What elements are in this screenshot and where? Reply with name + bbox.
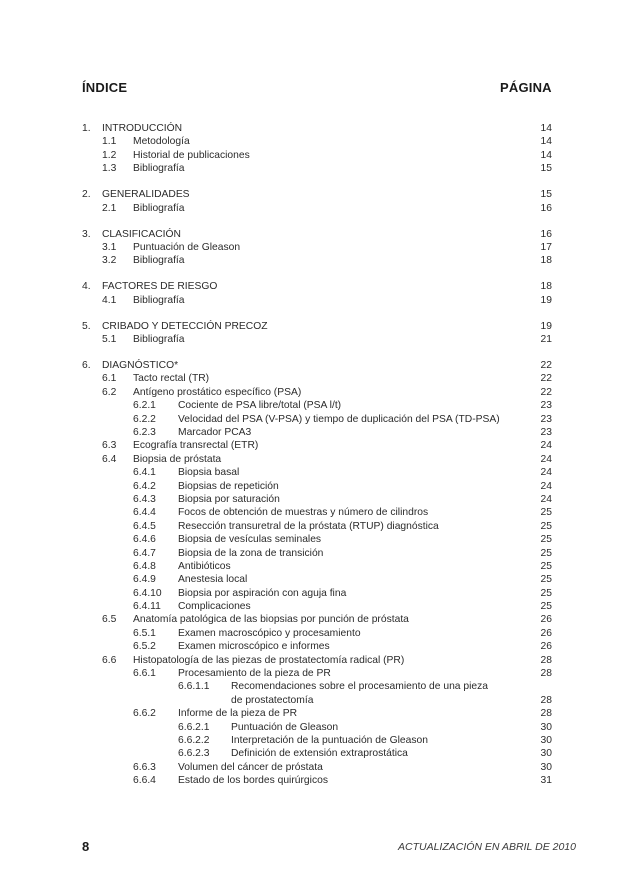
toc-entry-title: Anestesia local [178, 574, 248, 586]
toc-entry-title: Volumen del cáncer de próstata [178, 761, 323, 773]
toc-entry-number: 6.6 [102, 654, 117, 666]
toc-entry-title: Examen macroscópico y procesamiento [178, 627, 361, 639]
toc-entry-number: 6.5 [102, 614, 117, 626]
toc-entry-title: Interpretación de la puntuación de Gleason [231, 734, 428, 746]
toc-entry[interactable] [0, 426, 638, 439]
toc-entry[interactable] [0, 399, 638, 412]
toc-entry-number: 6.6.3 [133, 761, 156, 773]
toc-entry[interactable] [0, 547, 638, 560]
toc-entry[interactable] [0, 162, 638, 175]
table-of-contents [0, 122, 638, 788]
toc-entry[interactable] [0, 480, 638, 493]
toc-entry[interactable] [0, 573, 638, 586]
toc-entry[interactable] [0, 294, 638, 307]
toc-entry-page: 25 [540, 587, 552, 599]
toc-entry-title: Puntuación de Gleason [231, 721, 339, 733]
toc-entry-number: 6.6.2.3 [178, 748, 210, 760]
toc-entry-number: 6. [82, 360, 91, 372]
toc-entry-title: Biopsia por saturación [178, 493, 280, 505]
page-number: 8 [82, 839, 90, 854]
toc-entry-number: 5. [82, 320, 91, 332]
toc-entry-page: 31 [540, 775, 552, 787]
toc-entry-number: 6.3 [102, 440, 117, 452]
toc-entry[interactable] [0, 372, 638, 385]
toc-entry[interactable] [0, 640, 638, 653]
toc-entry-title: de prostatectomía [231, 694, 314, 706]
toc-entry-page: 30 [540, 721, 552, 733]
toc-entry-page: 28 [540, 668, 552, 680]
toc-entry-page: 22 [540, 386, 552, 398]
toc-entry-page: 21 [540, 334, 552, 346]
toc-entry-title: Biopsia de próstata [133, 453, 222, 465]
toc-entry-page: 16 [540, 202, 552, 214]
toc-entry[interactable] [0, 202, 638, 215]
toc-entry-page: 28 [540, 694, 552, 706]
toc-entry[interactable] [0, 613, 638, 626]
toc-entry-number: 3. [82, 228, 91, 240]
toc-entry-number: 6.2.2 [133, 413, 156, 425]
toc-entry-page: 22 [540, 373, 552, 385]
toc-entry-page: 18 [540, 281, 552, 293]
toc-entry[interactable] [0, 254, 638, 267]
toc-entry-page: 14 [540, 123, 552, 134]
toc-entry-title: Bibliografía [133, 294, 185, 306]
toc-entry-title: Biopsias de repetición [178, 480, 279, 492]
toc-entry-number: 6.6.1.1 [178, 681, 210, 693]
toc-entry-title: GENERALIDADES [102, 189, 190, 201]
toc-entry-number: 6.2.3 [133, 427, 156, 438]
toc-entry-title: Procesamiento de la pieza de PR [178, 668, 331, 680]
toc-entry[interactable] [0, 587, 638, 600]
toc-entry-page: 25 [540, 507, 552, 519]
toc-entry[interactable] [0, 466, 638, 479]
toc-entry-number: 6.4.4 [133, 507, 156, 519]
toc-entry-number: 6.2.1 [133, 400, 156, 412]
toc-entry[interactable] [0, 667, 638, 680]
toc-entry-title: Cociente de PSA libre/total (PSA l/t) [178, 400, 342, 412]
toc-entry-title: Velocidad del PSA (V-PSA) y tiempo de duplicación del PSA (TD-PSA) [178, 413, 500, 425]
toc-entry-number: 6.4.10 [133, 587, 162, 599]
toc-entry-title: Biopsia basal [178, 467, 240, 479]
toc-entry-number: 1.3 [102, 163, 117, 175]
toc-entry-title: Biopsia de vesículas seminales [178, 534, 322, 546]
toc-entry-page: 14 [540, 149, 552, 161]
toc-entry-page: 23 [540, 413, 552, 425]
toc-entry-title: Informe de la pieza de PR [178, 708, 298, 720]
toc-entry-page: 24 [540, 453, 552, 465]
toc-entry-title: Bibliografía [133, 334, 185, 346]
toc-entry-title: Anatomía patológica de las biopsias por punción de próstata [133, 614, 409, 626]
toc-entry[interactable] [0, 453, 638, 466]
toc-entry-number: 5.1 [102, 334, 117, 346]
toc-entry[interactable] [0, 439, 638, 452]
toc-entry[interactable] [0, 560, 638, 573]
toc-entry-title: INTRODUCCIÓN [102, 123, 183, 134]
toc-entry-title: DIAGNÓSTICO* [102, 360, 179, 372]
toc-entry[interactable] [0, 747, 638, 760]
toc-entry-title: CRIBADO Y DETECCIÓN PRECOZ [102, 320, 268, 332]
toc-entry-title: Antibióticos [178, 560, 231, 572]
toc-entry[interactable] [0, 627, 638, 640]
toc-entry-number: 1.2 [102, 149, 117, 161]
toc-entry-title: Marcador PCA3 [178, 427, 252, 438]
index-heading: ÍNDICE [82, 80, 128, 95]
toc-entry-number: 6.4.3 [133, 493, 156, 505]
toc-entry-page: 19 [540, 320, 552, 332]
toc-entry-title: Resección transuretral de la próstata (RTUP) diagnóstica [178, 520, 439, 532]
toc-entry[interactable] [0, 280, 638, 293]
toc-entry-title: Examen microscópico e informes [178, 641, 330, 653]
toc-entry-page: 22 [540, 360, 552, 372]
toc-entry-page: 16 [540, 228, 552, 240]
toc-entry-page: 25 [540, 560, 552, 572]
toc-entry-page: 30 [540, 761, 552, 773]
toc-entry-page: 17 [540, 241, 552, 253]
toc-entry[interactable] [0, 600, 638, 613]
footer-text: ACTUALIZACIÓN EN ABRIL DE 2010 [398, 841, 576, 853]
toc-entry-number: 6.6.2.1 [178, 721, 210, 733]
toc-entry-page: 24 [540, 440, 552, 452]
toc-entry-number: 6.4.9 [133, 574, 156, 586]
toc-entry[interactable] [0, 188, 638, 201]
toc-entry-title: Metodología [133, 136, 190, 148]
toc-entry-number: 6.4 [102, 453, 117, 465]
toc-entry-page: 26 [540, 641, 552, 653]
toc-entry-number: 4.1 [102, 294, 117, 306]
toc-entry-title: Biopsia por aspiración con aguja fina [178, 587, 347, 599]
toc-entry[interactable] [0, 386, 638, 399]
toc-entry-number: 1. [82, 123, 91, 134]
toc-entry-title: Estado de los bordes quirúrgicos [178, 775, 328, 787]
toc-entry-title: Puntuación de Gleason [133, 241, 241, 253]
page-column-heading: PÁGINA [500, 80, 552, 95]
toc-entry[interactable] [0, 122, 638, 135]
toc-entry-page: 19 [540, 294, 552, 306]
toc-entry[interactable] [0, 654, 638, 667]
toc-entry[interactable] [0, 413, 638, 426]
toc-entry-page: 18 [540, 255, 552, 267]
toc-entry-title: Tacto rectal (TR) [133, 373, 210, 385]
toc-entry-number: 3.2 [102, 255, 117, 267]
toc-entry-page: 30 [540, 748, 552, 760]
toc-entry[interactable] [0, 707, 638, 720]
toc-entry[interactable] [0, 520, 638, 533]
toc-entry-title: FACTORES DE RIESGO [102, 281, 218, 293]
toc-entry-number: 3.1 [102, 241, 117, 253]
toc-entry[interactable] [0, 680, 638, 693]
toc-entry-page: 25 [540, 601, 552, 613]
toc-entry-title: Definición de extensión extraprostática [231, 748, 408, 760]
toc-entry[interactable] [0, 149, 638, 162]
toc-entry-page: 30 [540, 734, 552, 746]
toc-entry[interactable] [0, 506, 638, 519]
toc-entry-number: 6.4.2 [133, 480, 156, 492]
toc-entry-number: 6.2 [102, 386, 117, 398]
toc-entry[interactable] [0, 228, 638, 241]
toc-entry[interactable] [0, 694, 638, 707]
toc-entry-title: CLASIFICACIÓN [102, 228, 181, 240]
toc-entry-title: Biopsia de la zona de transición [178, 547, 324, 559]
toc-entry-page: 25 [540, 574, 552, 586]
toc-entry-title: Antígeno prostático específico (PSA) [133, 386, 302, 398]
toc-entry-page: 23 [540, 427, 552, 438]
toc-entry-page: 23 [540, 400, 552, 412]
toc-entry-number: 6.5.1 [133, 627, 156, 639]
toc-entry-page: 25 [540, 520, 552, 532]
toc-entry[interactable] [0, 359, 638, 372]
toc-entry-page: 26 [540, 614, 552, 626]
toc-entry-title: Ecografía transrectal (ETR) [133, 440, 259, 452]
toc-entry[interactable] [0, 721, 638, 734]
toc-entry-number: 6.4.11 [133, 601, 161, 613]
toc-entry-page: 26 [540, 627, 552, 639]
toc-entry-number: 6.1 [102, 373, 117, 385]
toc-entry-number: 2. [82, 189, 91, 201]
toc-entry-number: 6.4.8 [133, 560, 156, 572]
toc-entry-title: Bibliografía [133, 202, 185, 214]
toc-entry[interactable] [0, 761, 638, 774]
toc-entry-title: Histopatología de las piezas de prostatectomía radical (PR) [133, 654, 405, 666]
toc-entry[interactable] [0, 320, 638, 333]
toc-entry[interactable] [0, 333, 638, 346]
toc-entry-page: 28 [540, 654, 552, 666]
toc-entry[interactable] [0, 533, 638, 546]
toc-entry-page: 24 [540, 493, 552, 505]
toc-entry-number: 6.4.1 [133, 467, 156, 479]
toc-entry-title: Bibliografía [133, 255, 185, 267]
toc-entry-number: 6.6.4 [133, 775, 156, 787]
toc-entry[interactable] [0, 135, 638, 148]
toc-entry-title: Bibliografía [133, 163, 185, 175]
toc-entry-title: Complicaciones [178, 601, 251, 613]
toc-entry[interactable] [0, 734, 638, 747]
toc-entry-number: 6.6.1 [133, 668, 156, 680]
toc-entry[interactable] [0, 493, 638, 506]
toc-entry-number: 6.6.2 [133, 708, 156, 720]
toc-entry-number: 6.6.2.2 [178, 734, 210, 746]
toc-entry-page: 15 [540, 189, 552, 201]
toc-entry-page: 14 [540, 136, 552, 148]
toc-entry-number: 6.4.6 [133, 534, 156, 546]
toc-entry-title: Focos de obtención de muestras y número de cilindros [178, 507, 429, 519]
toc-entry-number: 6.4.5 [133, 520, 156, 532]
toc-entry-page: 24 [540, 467, 552, 479]
toc-entry[interactable] [0, 774, 638, 787]
toc-entry-page: 15 [540, 163, 552, 175]
toc-entry-page: 25 [540, 547, 552, 559]
toc-entry-page: 24 [540, 480, 552, 492]
toc-entry-title: Historial de publicaciones [133, 149, 250, 161]
toc-entry-number: 1.1 [102, 136, 117, 148]
toc-entry-title: Recomendaciones sobre el procesamiento de una pieza [231, 681, 489, 693]
toc-entry-number: 6.4.7 [133, 547, 156, 559]
toc-entry-number: 6.5.2 [133, 641, 156, 653]
toc-entry-page: 25 [540, 534, 552, 546]
toc-entry[interactable] [0, 241, 638, 254]
toc-entry-number: 4. [82, 281, 91, 293]
toc-entry-page: 28 [540, 708, 552, 720]
toc-entry-number: 2.1 [102, 202, 117, 214]
